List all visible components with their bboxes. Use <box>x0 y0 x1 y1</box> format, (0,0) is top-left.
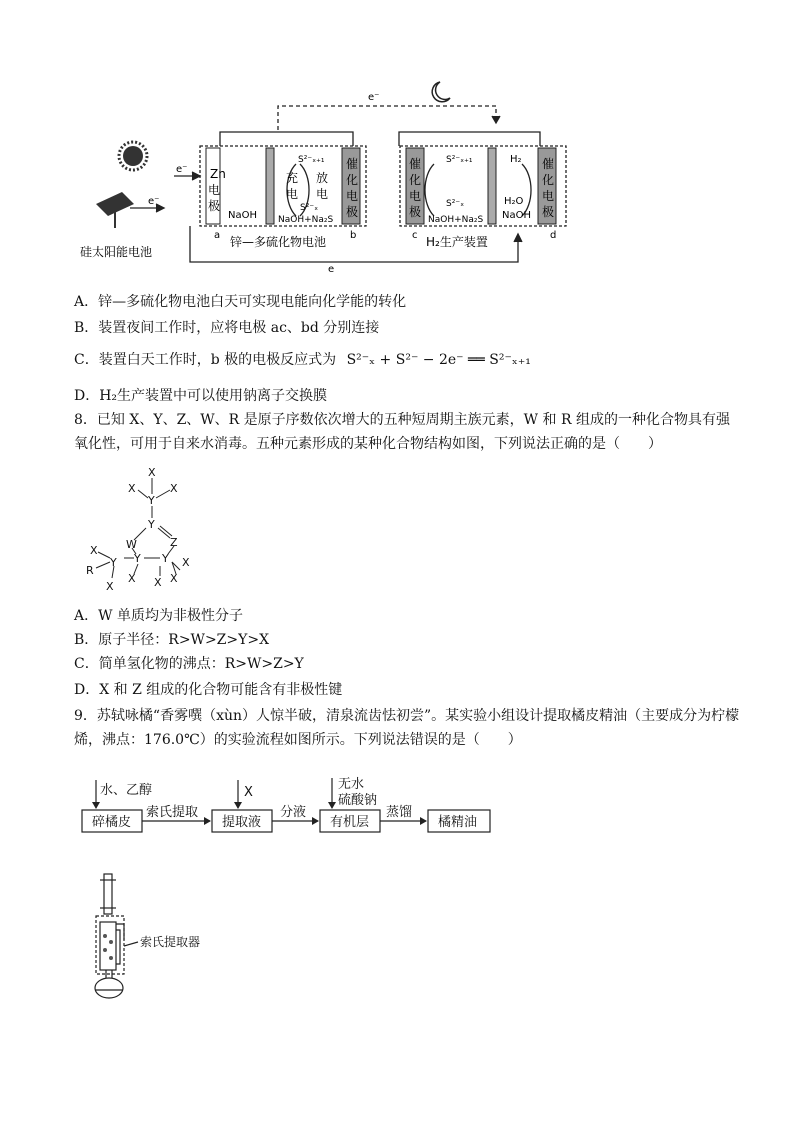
atom-r: R <box>86 564 94 577</box>
q7-option-a: A．锌—多硫化物电池白天可实现电能向化学能的转化 <box>74 294 407 310</box>
q8-option-b: B．原子半径：R>W>Z>Y>X <box>74 632 270 648</box>
atom-x: X <box>128 482 136 495</box>
catalyst-c-label-2: 化 <box>409 173 422 187</box>
catalyst-b-label: 催 <box>346 157 359 171</box>
battery-caption: 锌—多硫化物电池 <box>230 235 327 249</box>
zn-label-2: 电 <box>208 183 221 197</box>
atom-y: Y <box>134 552 141 565</box>
flow-input-anhydrous: 无水 <box>338 777 365 792</box>
catalyst-b-label-4: 极 <box>346 205 359 219</box>
electrochem-diagram <box>70 76 557 276</box>
soxhlet-apparatus <box>86 870 236 1000</box>
sun-icon <box>119 142 147 170</box>
h2o-label: H₂O <box>504 196 524 207</box>
q8-option-a: A．W 单质均为非极性分子 <box>74 608 243 624</box>
discharge-label-2: 电 <box>316 187 329 201</box>
zn-label-3: 极 <box>208 199 221 213</box>
q9-stem-line1: 9．苏轼咏橘“香雾噀（xùn）人惊半破，清泉流齿怯初尝”。某实验小组设计提取橘皮精油（主要成分为柠檬 <box>74 708 740 724</box>
flow-step-separation: 分液 <box>280 805 307 820</box>
atom-z: Z <box>170 536 178 549</box>
flow-box-organic-layer: 有机层 <box>330 815 370 830</box>
catalyst-d-label: 催 <box>542 157 555 171</box>
polysulfide-right-top-label: S²⁻ₓ₊₁ <box>446 155 473 165</box>
electrode-b-label: b <box>350 230 357 241</box>
h2-device-caption: H₂生产装置 <box>426 235 488 249</box>
atom-x: X <box>148 466 156 479</box>
electrode-d-label: d <box>550 230 557 241</box>
electron-bottom-label: e <box>328 264 335 275</box>
q8-option-d: D．X 和 Z 组成的化合物可能含有非极性键 <box>74 682 343 698</box>
electron-left-label: e⁻ <box>176 164 188 175</box>
catalyst-b-label-3: 电 <box>346 189 359 203</box>
flow-input-x: X <box>244 785 253 800</box>
q7-option-d: D．H₂生产装置中可以使用钠离子交换膜 <box>74 388 328 404</box>
q7-option-c-text: C．装置白天工作时，b 极的电极反应式为 <box>74 352 337 368</box>
electrode-c-label: c <box>412 230 418 241</box>
catalyst-d-label-4: 极 <box>542 205 555 219</box>
zn-label: Zn <box>210 167 226 181</box>
electrode-a-label: a <box>214 230 221 241</box>
molecule-structure <box>84 466 214 596</box>
atom-x: X <box>128 572 136 585</box>
solar-panel-icon <box>96 192 134 228</box>
moon-icon <box>432 82 450 102</box>
solar-cell-caption: 硅太阳能电池 <box>80 245 153 259</box>
discharge-label: 放 <box>316 171 329 185</box>
flow-input-sodium-sulfate: 硫酸钠 <box>338 793 378 808</box>
flow-box-orange-peel: 碎橘皮 <box>92 815 132 830</box>
q8-stem-line2: 氧化性，可用于自来水消毒。五种元素形成的某种化合物结构如图，下列说法正确的是（ ） <box>74 436 662 452</box>
extraction-flowchart <box>76 774 516 840</box>
catalyst-c-label-3: 电 <box>409 189 422 203</box>
q8-option-c: C．简单氢化物的沸点：R>W>Z>Y <box>74 656 304 672</box>
flow-step-distillation: 蒸馏 <box>386 805 413 820</box>
flow-input-water-ethanol: 水、乙醇 <box>100 783 153 798</box>
catalyst-b-label-2: 化 <box>346 173 359 187</box>
charge-label: 充 <box>286 171 299 185</box>
electron-top-label: e⁻ <box>368 92 380 103</box>
catalyst-d-label-2: 化 <box>542 173 555 187</box>
naoh-left-label: NaOH <box>228 210 257 221</box>
q9-stem-line2: 烯，沸点：176.0℃）的实验流程如图所示。下列说法错误的是（ ） <box>74 732 522 748</box>
naoh-right-label: NaOH <box>502 210 531 221</box>
atom-y: Y <box>148 518 155 531</box>
atom-y: Y <box>110 556 117 569</box>
electron-panel-label: e⁻ <box>148 196 160 207</box>
electrolyte-right-label: NaOH+Na₂S <box>428 215 484 225</box>
polysulfide-top-label: S²⁻ₓ₊₁ <box>298 155 325 165</box>
h2-label: H₂ <box>510 154 522 165</box>
atom-x: X <box>106 580 114 593</box>
atom-x: X <box>182 556 190 569</box>
catalyst-c-label-4: 极 <box>409 205 422 219</box>
flow-box-extract: 提取液 <box>222 815 262 830</box>
q8-stem-line1: 8．已知 X、Y、Z、W、R 是原子序数依次增大的五种短周期主族元素，W 和 R 组成的一种化合物具有强 <box>74 412 730 428</box>
q7-option-b: B．装置夜间工作时，应将电极 ac、bd 分别连接 <box>74 320 380 336</box>
atom-x: X <box>170 572 178 585</box>
charge-label-2: 电 <box>286 187 299 201</box>
flow-box-essential-oil: 橘精油 <box>438 815 478 830</box>
q7-option-c-equation: S²⁻ₓ + S²⁻ − 2e⁻ ══ S²⁻ₓ₊₁ <box>346 352 531 368</box>
polysulfide-bottom-label: S²⁻ₓ <box>300 203 319 213</box>
atom-y: Y <box>148 494 155 507</box>
atom-w: W <box>126 538 137 551</box>
soxhlet-label: 索氏提取器 <box>140 935 201 949</box>
polysulfide-right-bottom-label: S²⁻ₓ <box>446 199 465 209</box>
atom-x: X <box>90 544 98 557</box>
catalyst-d-label-3: 电 <box>542 189 555 203</box>
atom-x: X <box>154 576 162 589</box>
atom-y: Y <box>162 552 169 565</box>
flow-step-soxhlet: 索氏提取 <box>146 805 199 820</box>
q7-option-c <box>74 350 531 370</box>
atom-x: X <box>170 482 178 495</box>
electrolyte-left-label: NaOH+Na₂S <box>278 215 334 225</box>
catalyst-c-label: 催 <box>409 157 422 171</box>
